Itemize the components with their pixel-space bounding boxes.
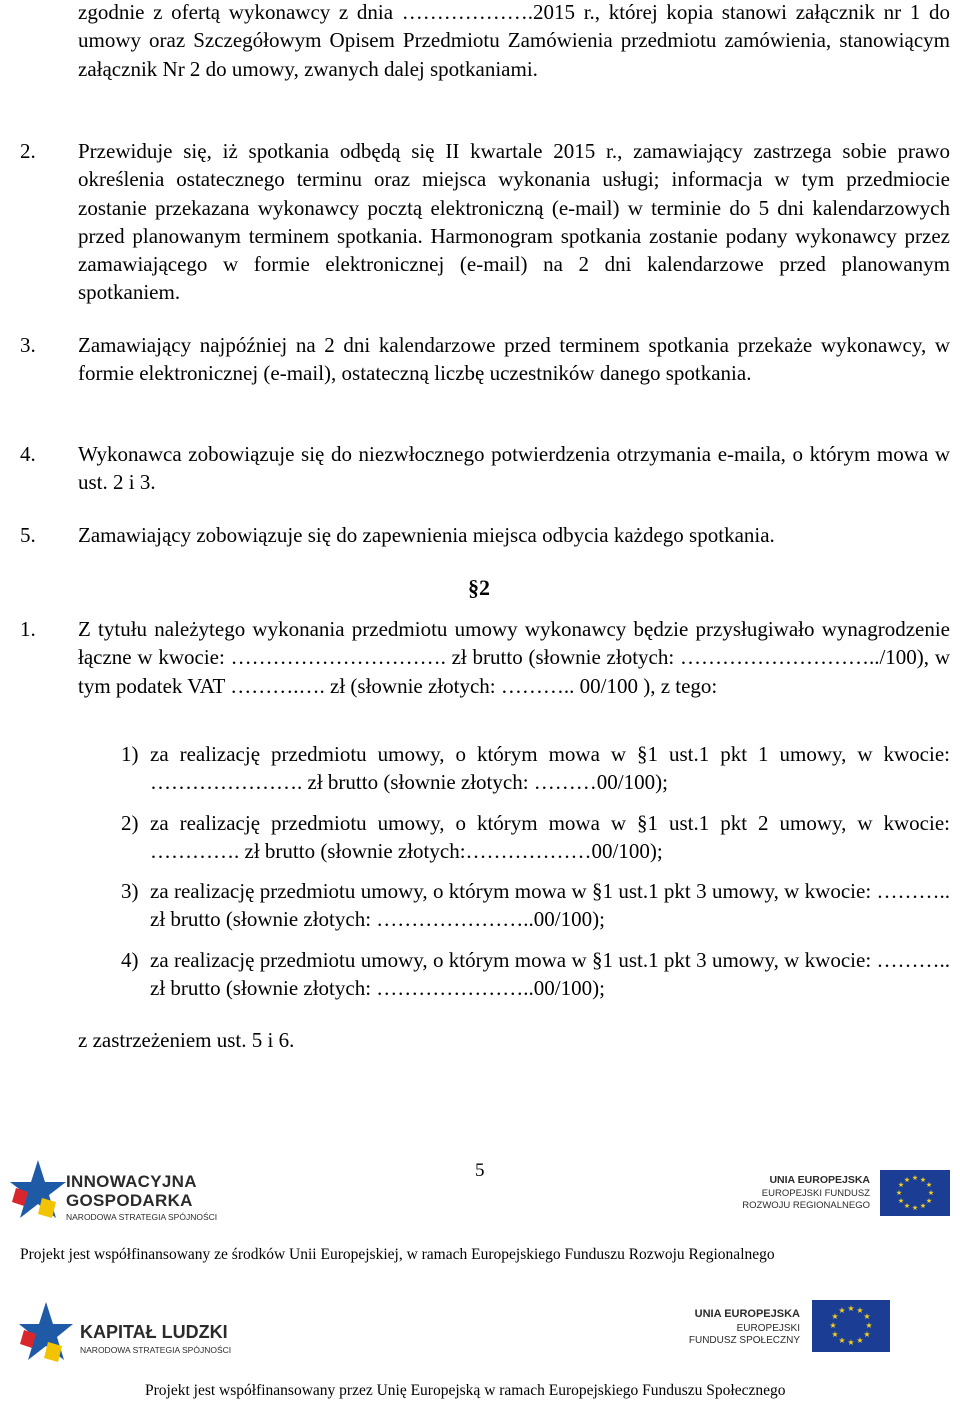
eu-logo-line-2: EUROPEJSKI FUNDUSZ <box>761 1188 870 1199</box>
star-emblem-icon <box>8 1158 68 1226</box>
item-text: Wykonawca zobowiązuje się do niezwłocznego potwierdzenia otrzymania e-maila, o którym mowa w ust. 2 i 3. <box>78 442 950 495</box>
eu-logo-line-1: UNIA EUROPEJSKA <box>769 1174 870 1186</box>
page-number: 5 <box>475 1160 485 1181</box>
item-number: 4. <box>20 442 36 466</box>
item-text: Z tytułu należytego wykonania przedmiotu umowy wykonawcy będzie przysługiwało wynagrodzenie łączne w kwocie: …………………………. zł brutto (słownie złotych: ………………………../100), w tym podatek VAT ……….…. zł (słownie złotych: ……….. 00/100 ), z tego: <box>78 617 950 698</box>
svg-text:★: ★ <box>856 1336 864 1345</box>
item-number: 1. <box>20 617 36 641</box>
item-text: Zamawiający najpóźniej na 2 dni kalendarzowe przed terminem spotkania przekaże wykonawcy, w formie elektronicznej (e-mail), ostateczną liczbę uczestników danego spotkania. <box>78 333 950 386</box>
item-number: 3. <box>20 333 36 357</box>
innowacyjna-gospodarka-logo <box>8 1158 223 1226</box>
eu-flag-icon <box>880 1170 950 1216</box>
svg-text:★: ★ <box>831 1330 839 1339</box>
item-number: 2. <box>20 139 36 163</box>
footer-erdf: Projekt jest współfinansowany ze środków Unii Europejskiej, w ramach Europejskiego Funduszu Rozwoju Regionalnego <box>20 1246 775 1263</box>
svg-text:★: ★ <box>927 1189 935 1197</box>
svg-text:★: ★ <box>897 1197 905 1205</box>
logo-line-3: NARODOWA STRATEGIA SPÓJNOŚCI <box>66 1212 218 1222</box>
sub-item-text: za realizację przedmiotu umowy, o którym mowa w §1 ust.1 pkt 3 umowy, w kwocie: ……….. zł brutto (słownie złotych: …………………..00/100); <box>150 948 950 1001</box>
footer-esf: Projekt jest współfinansowany przez Unię Europejską w ramach Europejskiego Funduszu Społecznego <box>145 1382 786 1399</box>
closing-note: z zastrzeżeniem ust. 5 i 6. <box>78 1028 295 1052</box>
star-emblem-icon <box>18 1300 74 1372</box>
sub-item-number: 1) <box>121 742 139 766</box>
kapital-ludzki-logo <box>18 1300 248 1372</box>
sub-item-text: za realizację przedmiotu umowy, o którym mowa w §1 ust.1 pkt 1 umowy, w kwocie: …………………. zł brutto (słownie złotych: ………00/100); <box>150 742 950 795</box>
svg-text:★: ★ <box>865 1321 873 1330</box>
svg-text:★: ★ <box>911 1204 919 1212</box>
svg-text:★: ★ <box>856 1306 864 1315</box>
svg-text:★: ★ <box>838 1306 846 1315</box>
section-title: §2 <box>468 575 490 600</box>
eu-logo-line-3: ROZWOJU REGIONALNEGO <box>742 1200 870 1211</box>
sub-item-number: 4) <box>121 948 139 972</box>
svg-text:★: ★ <box>919 1176 927 1184</box>
eu-flag-icon <box>812 1300 890 1352</box>
svg-text:★: ★ <box>903 1202 911 1210</box>
eu-logo-line-3: FUNDUSZ SPOŁECZNY <box>688 1335 800 1346</box>
logo-line-1: INNOWACYJNA <box>66 1172 197 1191</box>
svg-text:★: ★ <box>847 1338 855 1347</box>
svg-text:★: ★ <box>897 1181 905 1189</box>
sub-item-text: za realizację przedmiotu umowy, o którym mowa w §1 ust.1 pkt 3 umowy, w kwocie: ……….. zł brutto (słownie złotych: …………………..00/100); <box>150 879 950 932</box>
item-text: Zamawiający zobowiązuje się do zapewnienia miejsca odbycia każdego spotkania. <box>78 523 775 547</box>
svg-text:★: ★ <box>838 1336 846 1345</box>
svg-text:★: ★ <box>847 1304 855 1313</box>
eu-esf-logo <box>688 1300 890 1356</box>
svg-text:★: ★ <box>919 1202 927 1210</box>
svg-text:★: ★ <box>925 1181 933 1189</box>
eu-erdf-logo <box>742 1168 950 1218</box>
logo-line-2: NARODOWA STRATEGIA SPÓJNOŚCI <box>80 1345 232 1355</box>
logo-line-2: GOSPODARKA <box>66 1191 193 1210</box>
svg-text:★: ★ <box>831 1312 839 1321</box>
eu-logo-line-1: UNIA EUROPEJSKA <box>694 1308 800 1320</box>
svg-text:★: ★ <box>911 1174 919 1182</box>
svg-text:★: ★ <box>829 1321 837 1330</box>
item-number: 5. <box>20 523 36 547</box>
sub-item-number: 2) <box>121 811 139 835</box>
eu-logo-line-2: EUROPEJSKI <box>736 1323 800 1334</box>
sub-item-number: 3) <box>121 879 139 903</box>
item-text: Przewiduje się, iż spotkania odbędą się II kwartale 2015 r., zamawiający zastrzega sobie prawo określenia ostatecznego terminu oraz miejsca wykonania usługi; informacja w tym przedmiocie zostanie przekazana wykonawcy pocztą elektroniczną (e-mail) w terminie do 5 dni kalendarzowych przed planowanym terminem spotkania. Harmonogram spotkania zostanie podany wykonawcy przez zamawiającego w formie elektronicznej (e-mail) na 2 dni kalendarzowe przed planowanym spotkaniem. <box>78 139 950 305</box>
svg-text:★: ★ <box>903 1176 911 1184</box>
logo-line-1: KAPITAŁ LUDZKI <box>80 1322 228 1342</box>
svg-text:★: ★ <box>895 1189 903 1197</box>
svg-text:★: ★ <box>863 1312 871 1321</box>
sub-item-text: za realizację przedmiotu umowy, o którym mowa w §1 ust.1 pkt 2 umowy, w kwocie: …………. zł brutto (słownie złotych:………………00/100); <box>150 811 950 864</box>
intro-paragraph: zgodnie z ofertą wykonawcy z dnia ……………….2015 r., której kopia stanowi załącznik nr 1 do umowy oraz Szczegółowym Opisem Przedmiotu Zamówienia przedmiotu zamówienia, stanowiącym załącznik Nr 2 do umowy, zwanych dalej spotkaniami. <box>78 0 950 81</box>
svg-text:★: ★ <box>863 1330 871 1339</box>
svg-text:★: ★ <box>925 1197 933 1205</box>
